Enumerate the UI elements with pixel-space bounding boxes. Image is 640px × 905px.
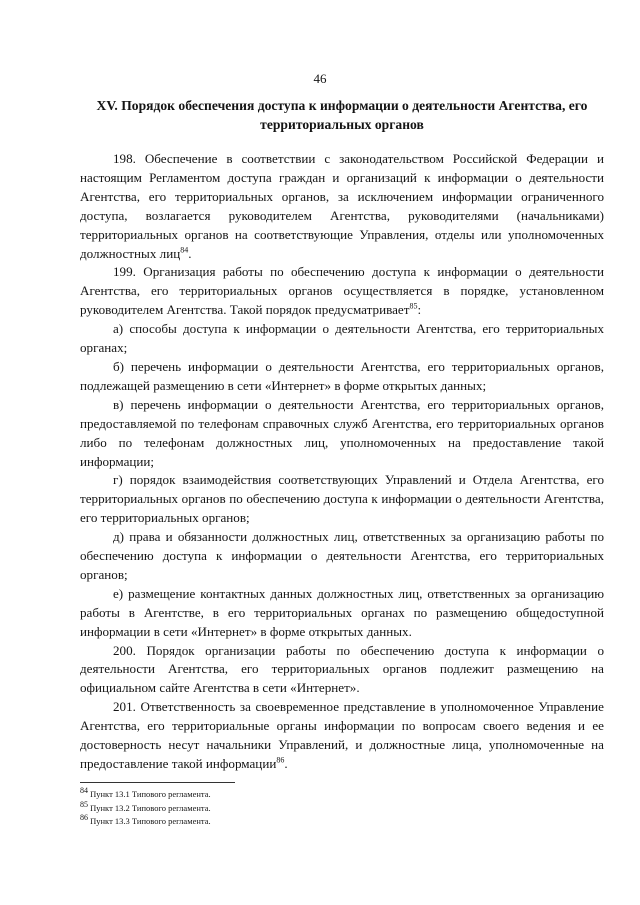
list-item-g: г) порядок взаимодействия соответствующих Управлений и Отдела Агентства, его территориальных органов по обеспечению доступа к информации о деятельности Агентства, его территориальных органов;	[80, 472, 604, 526]
footnote-85: $^{85}$ Пункт 13.2 Типового регламента.	[80, 799, 211, 813]
footnotes	[80, 782, 340, 830]
list-item-e: е) размещение контактных данных должностных лиц, ответственных за организацию работы в Агентстве, в его территориальных органах по размещению общедоступной информации в сети «Интернет» в форме открытых данных.	[80, 585, 604, 639]
section-title: XV. Порядок обеспечения доступа к информации о деятельности Агентства, его территориальных органов	[96, 98, 588, 132]
footnote-ref-86: 86	[276, 755, 285, 765]
page-number: 46	[313, 71, 327, 86]
paragraph-199: 199. Организация работы по обеспечению доступа к информации о деятельности Агентства, его территориальных органов осуществляется в порядке, установленном руководителем Агентства. Такой порядок предусматривает$^{85}$:	[80, 264, 604, 318]
footnote-ref-84: 84	[180, 245, 189, 255]
list-item-a: а) способы доступа к информации о деятельности Агентства, его территориальных органах;	[80, 321, 604, 356]
list-item-v: в) перечень информации о деятельности Агентства, его территориальных органов, предоставляемой по телефонам справочных служб Агентства, его территориальных органов либо по телефонам должностных лиц, уполномоченных на предоставление такой информации;	[80, 396, 604, 469]
footnote-84: $^{84}$ Пункт 13.1 Типового регламента.	[80, 786, 211, 799]
list-item-b: б) перечень информации о деятельности Агентства, его территориальных органов, подлежащей размещению в сети «Интернет» в форме открытых данных;	[80, 358, 604, 393]
footnote-ref-85: 85	[409, 301, 418, 311]
footnote-divider	[80, 782, 235, 783]
paragraph-201: 201. Ответственность за своевременное представление в уполномоченное Управление Агентства, его территориальные органы информации по вопросам своего ведения и ее достоверность несут начальники Управлений, и должностные лица, уполномоченные на предоставление такой информации$^{86}$.	[80, 699, 604, 771]
paragraph-200: 200. Порядок организации работы по обеспечению доступа к информации о деятельности Агентства, его территориальных органов подлежит размещению на официальном сайте Агентства в сети «Интернет».	[80, 642, 604, 696]
body-text	[80, 150, 604, 774]
list-item-d: д) права и обязанности должностных лиц, ответственных за организацию работы по обеспечению доступа к информации о деятельности Агентства, его территориальных органов;	[80, 529, 604, 582]
paragraph-198: 198. Обеспечение в соответствии с законодательством Российской Федерации и настоящим Регламентом доступа граждан и организаций к информации о деятельности Агентства, его территориальных органов, за исключением информации ограниченного доступа, возлагается руководителем Агентства, руководителями (начальниками) территориальных органов на соответствующие Управления, отделы или уполномоченных должностных лиц$^{84}$.	[80, 151, 604, 261]
footnote-86: $^{86}$ Пункт 13.3 Типового регламента.	[80, 813, 211, 826]
